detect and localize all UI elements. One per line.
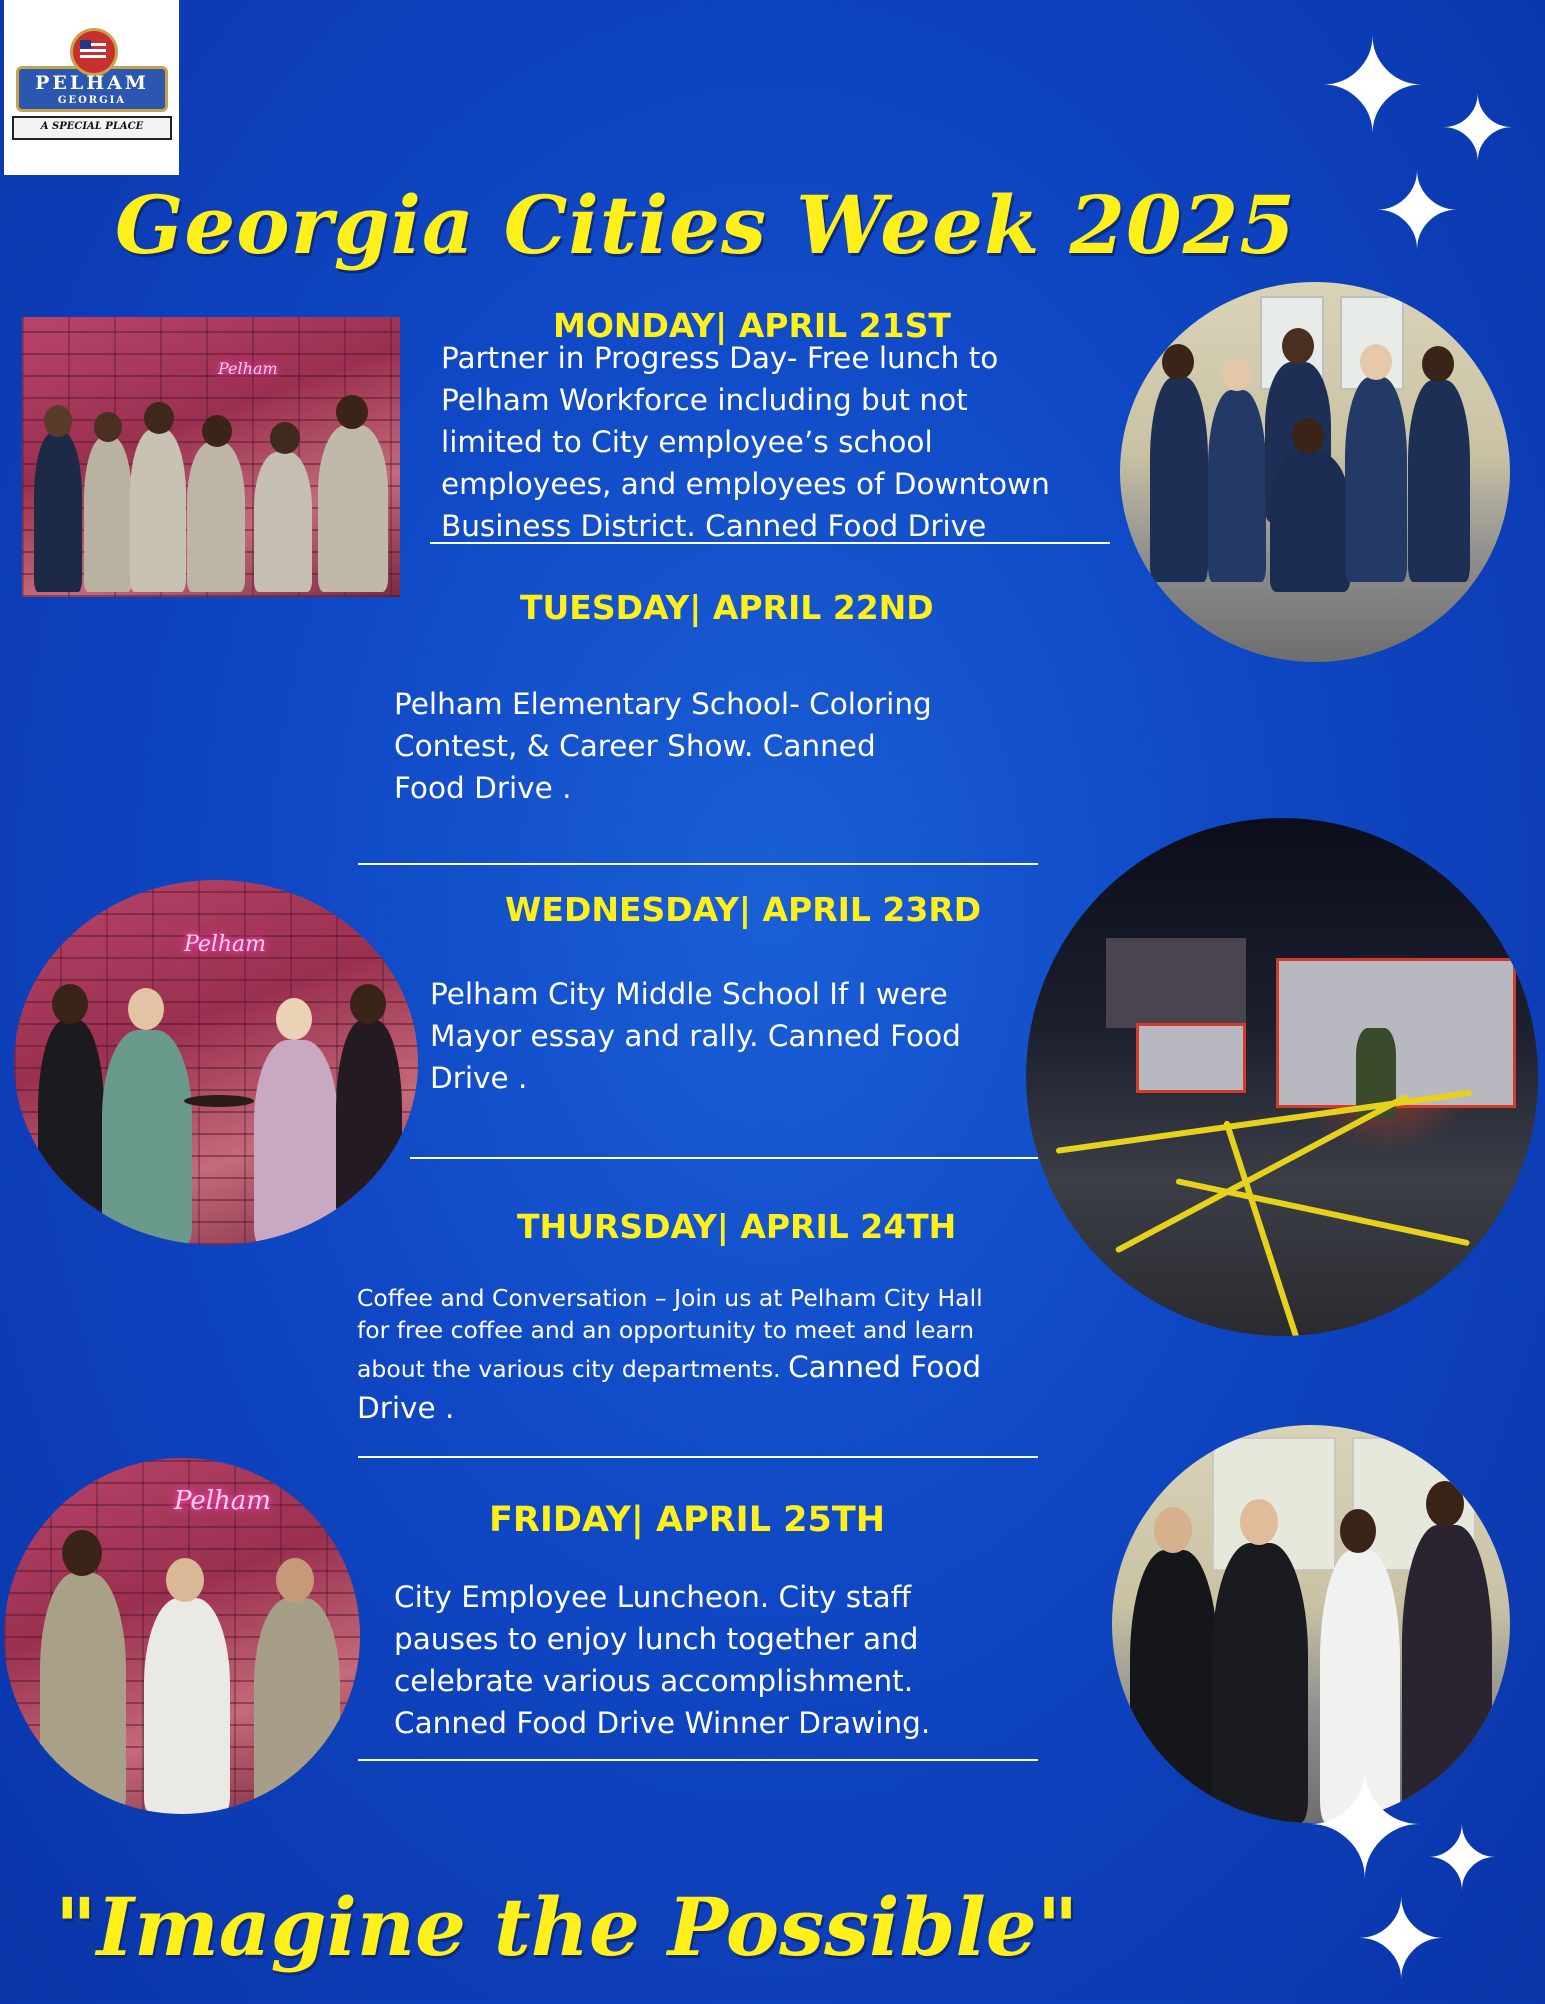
neon-sign: Pelham <box>174 1486 271 1516</box>
desc-line: Mayor essay and rally. Canned Food <box>430 1018 961 1053</box>
desc-line: Canned Food Drive Winner Drawing. <box>394 1705 931 1740</box>
page-title: Georgia Cities Week 2025 <box>115 178 1296 272</box>
desc-line: Contest, & Career Show. Canned <box>394 728 876 763</box>
logo-name: PELHAM <box>35 72 149 94</box>
divider <box>430 542 1110 544</box>
sparkle-icon: ✦ <box>1425 1807 1499 1910</box>
monday-heading: MONDAY| APRIL 21ST <box>553 306 951 345</box>
friday-description <box>394 1577 1074 1745</box>
desc-line: Partner in Progress Day- Free lunch to <box>441 341 999 375</box>
desc-line: about the various city departments. Canned Food <box>357 1349 982 1384</box>
logo-state: GEORGIA <box>57 95 127 106</box>
desc-line: Food Drive . <box>394 770 572 805</box>
wednesday-description <box>430 974 1030 1100</box>
desc-line: Pelham City Middle School If I were <box>430 977 948 1011</box>
desc-line: for free coffee and an opportunity to meet and learn <box>357 1316 975 1345</box>
divider <box>358 1456 1038 1458</box>
tuesday-heading: TUESDAY| APRIL 22ND <box>520 588 934 627</box>
wednesday-group-circle-photo <box>14 880 418 1245</box>
friday-staff-circle-photo <box>4 1458 360 1814</box>
monday-team-circle-photo <box>1120 282 1510 662</box>
monday-description <box>441 338 1141 539</box>
flag-icon <box>80 40 106 58</box>
neon-sign: Pelham <box>184 932 267 957</box>
desc-line: Drive . <box>430 1060 528 1095</box>
desc-line: Business District. Canned Food Drive <box>441 508 987 539</box>
sparkle-icon: ✦ <box>1440 77 1516 182</box>
desc-line: Pelham Workforce including but not <box>441 382 968 417</box>
desc-line: City Employee Luncheon. City staff <box>394 1580 912 1614</box>
desc-line: celebrate various accomplishment. <box>394 1663 914 1698</box>
desc-tail: Canned Food <box>788 1349 982 1384</box>
tuesday-description <box>394 684 1094 810</box>
sparkle-icon: ✦ <box>1318 11 1427 163</box>
thursday-heading: THURSDAY| APRIL 24TH <box>517 1207 957 1246</box>
desc-line: pauses to enjoy lunch together and <box>394 1621 919 1656</box>
tagline: "Imagine the Possible" <box>55 1880 1079 1974</box>
monday-group-photo <box>22 317 400 597</box>
divider <box>410 1157 1038 1159</box>
fire-truck-circle-photo <box>1026 818 1538 1336</box>
desc-line: employees, and employees of Downtown <box>441 466 1050 501</box>
friday-heading: FRIDAY| APRIL 25TH <box>489 1500 886 1540</box>
divider <box>358 863 1038 865</box>
desc-line: Drive . <box>357 1390 455 1425</box>
sparkle-icon: ✦ <box>1373 151 1461 273</box>
desc-line: Pelham Elementary School- Coloring <box>394 687 932 721</box>
thursday-description <box>357 1282 1077 1428</box>
sparkle-icon: ✦ <box>1304 1743 1426 1912</box>
sparkle-icon: ✦ <box>1355 1876 1448 2004</box>
wednesday-heading: WEDNESDAY| APRIL 23RD <box>505 890 982 929</box>
desc-line: limited to City employee’s school <box>441 424 933 459</box>
neon-sign: Pelham <box>218 359 278 378</box>
logo-motto: A SPECIAL PLACE <box>40 121 144 132</box>
desc-line: Coffee and Conversation – Join us at Pelham City Hall <box>357 1284 983 1312</box>
divider <box>358 1759 1038 1761</box>
